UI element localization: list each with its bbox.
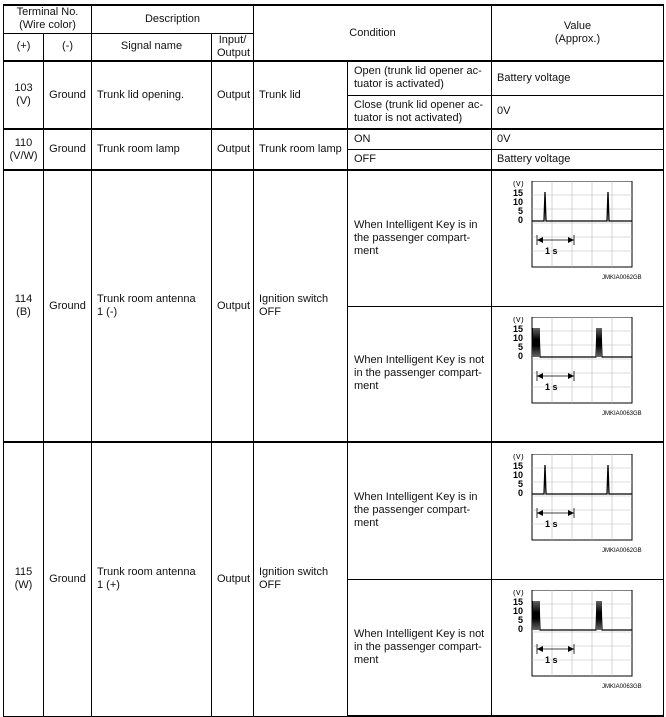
waveform-tick: 0 <box>518 350 524 361</box>
waveform-tick: 5 <box>518 206 524 217</box>
signal-name-header: Signal name <box>92 33 212 61</box>
waveform-tick: 15 <box>513 460 524 471</box>
waveform-tick: 10 <box>513 332 524 343</box>
condition-cell: Ignition switch OFF <box>254 170 348 442</box>
waveform-trace <box>532 192 632 221</box>
waveform-tick: 0 <box>518 487 524 498</box>
sub-condition-cell: When Intelligent Key is in the passenger compart- ment <box>348 442 492 579</box>
condition-cell: Ignition switch OFF <box>254 442 348 716</box>
waveform-tick: 10 <box>513 469 524 480</box>
io-cell: Output <box>212 129 254 170</box>
terminal-cell: 103 (V) <box>4 61 44 129</box>
terminal-spec-table <box>3 4 664 717</box>
waveform-tick: 15 <box>513 323 524 334</box>
waveform-trace <box>532 601 632 630</box>
condition-cell: Trunk lid <box>254 61 348 129</box>
signal-name-cell: Trunk room antenna 1 (+) <box>92 442 212 716</box>
waveform-tick: 5 <box>518 615 524 626</box>
waveform-cell <box>492 170 664 306</box>
time-label: 1 s <box>545 246 558 257</box>
waveform-tick: 0 <box>518 215 524 226</box>
terminal-cell: 110 (V/W) <box>4 129 44 170</box>
waveform-tick: 10 <box>513 606 524 617</box>
io-cell: Output <box>212 170 254 442</box>
waveform-unit: (V) <box>513 181 524 189</box>
figure-code: JMKIA0063GB <box>602 684 642 691</box>
table-row <box>4 129 664 149</box>
terminal-cell: 114 (B) <box>4 170 44 442</box>
sub-condition-cell: Open (trunk lid opener ac- tuator is activated) <box>348 61 492 95</box>
figure-code: JMKIA0063GB <box>602 410 642 417</box>
condition-header: Condition <box>254 5 492 61</box>
sub-condition-cell: OFF <box>348 149 492 170</box>
sub-condition-cell: When Intelligent Key is not in the passenger compart- ment <box>348 306 492 442</box>
waveform-tick: 5 <box>518 341 524 352</box>
figure-code: JMKIA0062GB <box>602 547 642 554</box>
signal-name-cell: Trunk room lamp <box>92 129 212 170</box>
waveform-in <box>496 454 656 574</box>
value-cell: Battery voltage <box>492 149 664 170</box>
sub-condition-cell: Close (trunk lid opener ac- tuator is not activated) <box>348 95 492 129</box>
waveform-tick: 15 <box>513 188 524 199</box>
value-cell: 0V <box>492 129 664 149</box>
io-cell: Output <box>212 61 254 129</box>
minus-header: (-) <box>44 33 92 61</box>
waveform-tick: 5 <box>518 478 524 489</box>
value-header: Value (Approx.) <box>492 5 664 61</box>
waveform-trace <box>532 328 632 357</box>
value-cell: Battery voltage <box>492 61 664 95</box>
waveform-out <box>496 317 656 437</box>
time-label: 1 s <box>545 381 558 392</box>
waveform-tick: 0 <box>518 624 524 635</box>
waveform-unit: (V) <box>513 316 524 324</box>
plus-header: (+) <box>4 33 44 61</box>
figure-code: JMKIA0062GB <box>602 275 642 282</box>
condition-cell: Trunk room lamp <box>254 129 348 170</box>
table-row <box>4 170 664 306</box>
waveform-in <box>496 181 656 301</box>
waveform-unit: (V) <box>513 590 524 598</box>
description-header: Description <box>92 5 254 33</box>
header-row-1 <box>4 5 664 33</box>
waveform-trace <box>532 465 632 494</box>
signal-name-cell: Trunk lid opening. <box>92 61 212 129</box>
terminal-no-header: Terminal No. (Wire color) <box>4 5 92 33</box>
time-label: 1 s <box>545 518 558 529</box>
waveform-tick: 10 <box>513 197 524 208</box>
time-label: 1 s <box>545 655 558 666</box>
input-output-header: Input/ Output <box>212 33 254 61</box>
table-row <box>4 61 664 95</box>
waveform-cell <box>492 442 664 579</box>
ground-cell: Ground <box>44 61 92 129</box>
table-row <box>4 442 664 579</box>
waveform-out <box>496 590 656 710</box>
ground-cell: Ground <box>44 170 92 442</box>
ground-cell: Ground <box>44 129 92 170</box>
terminal-cell: 115 (W) <box>4 442 44 716</box>
sub-condition-cell: ON <box>348 129 492 149</box>
value-cell: 0V <box>492 95 664 129</box>
signal-name-cell: Trunk room antenna 1 (-) <box>92 170 212 442</box>
ground-cell: Ground <box>44 442 92 716</box>
sub-condition-cell: When Intelligent Key is in the passenger compart- ment <box>348 170 492 306</box>
waveform-cell <box>492 579 664 716</box>
sub-condition-cell: When Intelligent Key is not in the passenger compart- ment <box>348 579 492 716</box>
io-cell: Output <box>212 442 254 716</box>
waveform-tick: 15 <box>513 597 524 608</box>
waveform-cell <box>492 306 664 442</box>
waveform-unit: (V) <box>513 453 524 461</box>
